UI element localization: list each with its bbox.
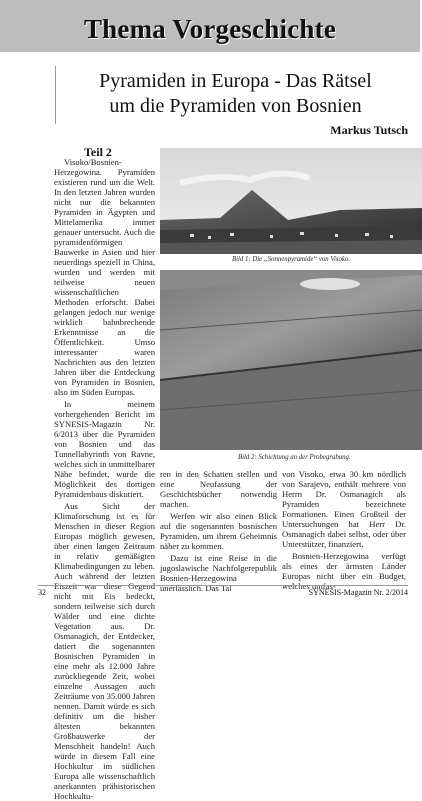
paragraph: Werfen wir also einen Blick auf die sogenannten bosnischen Pyramiden, um ihrem Geheimnis näher zu kommen.: [160, 511, 277, 551]
magazine-issue: SYNESIS-Magazin Nr. 2/2014: [308, 588, 408, 597]
paragraph: ren in den Schatten stellen und eine Neufassung der Geschichtsbücher notwendig machen.: [160, 469, 277, 509]
title-line-1: Pyramiden in Europa - Das Rätsel: [99, 70, 372, 92]
section-title: Thema Vorgeschichte: [83, 14, 337, 44]
author-name: Markus Tutsch: [330, 123, 408, 137]
figure-caption-2: Bild 2: Schichtung an der Probegrabung.: [238, 454, 351, 461]
paragraph: Dazu ist eine Reise in die jugoslawische Nachfolgerepublik Bosnien-Herzegowina unerlässlich. Das Tal: [160, 553, 277, 593]
pyramid-photo: [160, 148, 422, 254]
text-column-2: [160, 469, 277, 593]
article-title-block: [55, 66, 415, 124]
text-column-1: [54, 157, 155, 801]
paragraph: von Visoko, etwa 30 km nördlich von Sarajevo, enthält mehrere von Herrn Dr. Osmanagich als Pyramiden bezeichnete Formationen. Einen Großteil der Untersuchungen hat Herr Dr. Osmanagich dabei selbst, oder über Unterstützer, finanziert.: [282, 469, 406, 549]
paragraph: Visoko/Bosnien-Herzegowina. Pyramiden existieren rund um die Welt. In den letzten Jahren wurden nicht nur die bekannten Pyramiden in Ägypten und Mittelamerika immer genauer untersucht. Auch die pyramidenförmigen Bauwerke in Asien und hier neuerdings speziell in China, wurden und werden mit teilweise neuen wissenschaftlichen Methoden erforscht. Dabei gelangen jedoch nur wenige wirklich bahnbrechende Erkenntnisse an die Öffentlichkeit. Umso interessanter waren Nachrichten aus den letzten Jahren über die Entdeckung von Pyramiden in Bosnien, also im Süden Europas.: [54, 157, 155, 397]
paragraph: In meinem vorhergehenden Bericht im SYNESIS-Magazin Nr. 6/2013 über die Pyramiden von Bosnien und das Tunnellabyrinth von Ravne, welches sich in unmittelbarer Nähe befindet, wurde die Möglichkeit des dortigen Pyramidenbaus diskutiert.: [54, 399, 155, 499]
text-column-3: [282, 469, 406, 591]
part-label: Teil 2: [84, 145, 112, 159]
article-title: [56, 69, 415, 119]
paragraph: Aus Sicht der Klimaforschung ist es für Menschen in dieser Region Europas möglich gewesen, über einen langen Zeitraum in relativ gemäßigten Klimabedingungen zu leben. Auch während der letzten Eiszeit war diese Gegend nicht mit Eis bedeckt, sondern teilweise sich durch Wälder und eine dichte Vegetation aus. Dr. Osmanagich, der Entdecker, datiert die sogenannten Bosnischen Pyramiden in eine mehr als 12.000 Jahre zurückliegende Zeit, wobei einzelne Aussagen auch Zeiträume von 35.000 Jahren nennen. Damit würde es sich definitiv um die bisher ältesten bekannten Großbauwerke der Menschheit handeln! Auch würde in diesem Fall eine Hochkultur im südlichen Europa alle wissenschaftlich anerkannten prähistorischen Hochkultu-: [54, 501, 155, 801]
section-banner: [0, 0, 420, 52]
title-line-2: um die Pyramiden von Bosnien: [109, 95, 362, 117]
figure-caption-1: Bild 1: Die „Sonnenpyramide“ von Visoko.: [232, 256, 351, 263]
page-number: 32: [38, 588, 46, 597]
footer-rule: [38, 585, 408, 586]
paragraph: Bosnien-Herzegowina verfügt als eines der ärmsten Länder Europas nicht über ein Budget, welches umfas-: [282, 551, 406, 591]
excavation-photo: [160, 270, 422, 450]
